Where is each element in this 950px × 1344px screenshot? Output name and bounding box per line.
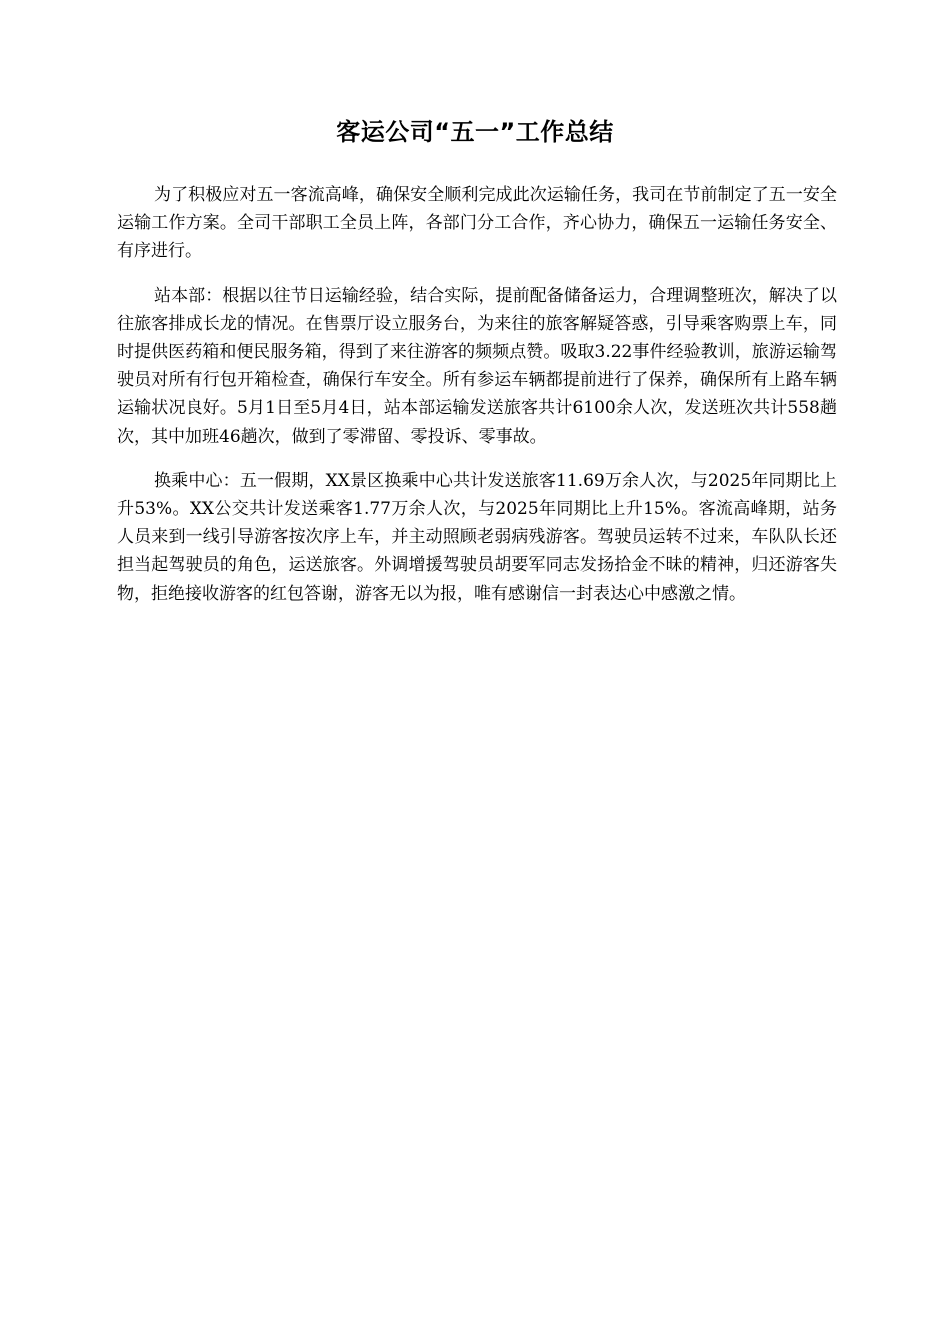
document-body [117, 181, 837, 624]
document-title: 客运公司“五一”工作总结 [336, 118, 614, 146]
paragraph-station-headquarters: 站本部：根据以往节日运输经验，结合实际，提前配备储备运力，合理调整班次，解决了以往旅客排成长龙的情况。在售票厅设立服务台，为来往的旅客解疑答惑，引导乘客购票上车，同时提供医药箱和便民服务箱，得到了来往游客的频频点赞。吸取3.22事件经验教训，旅游运输驾驶员对所有行包开箱检查，确保行车安全。所有参运车辆都提前进行了保养，确保所有上路车辆运输状况良好。5月1日至5月4日，站本部运输发送旅客共计6100余人次，发送班次共计558趟次，其中加班46趟次，做到了零滞留、零投诉、零事故。 [117, 285, 837, 447]
paragraph-transfer-center: 换乘中心：五一假期，XX景区换乘中心共计发送旅客11.69万余人次，与2025年同期比上升53%。XX公交共计发送乘客1.77万余人次，与2025年同期比上升15%。客流高峰期，站务人员来到一线引导游客按次序上车，并主动照顾老弱病残游客。驾驶员运转不过来，车队队长还担当起驾驶员的角色，运送旅客。外调增援驾驶员胡要军同志发扬拾金不昧的精神，归还游客失物，拒绝接收游客的红包答谢，游客无以为报，唯有感谢信一封表达心中感激之情。 [117, 470, 837, 604]
paragraph-intro: 为了积极应对五一客流高峰，确保安全顺利完成此次运输任务，我司在节前制定了五一安全运输工作方案。全司干部职工全员上阵，各部门分工合作，齐心协力，确保五一运输任务安全、有序进行。 [117, 185, 837, 262]
